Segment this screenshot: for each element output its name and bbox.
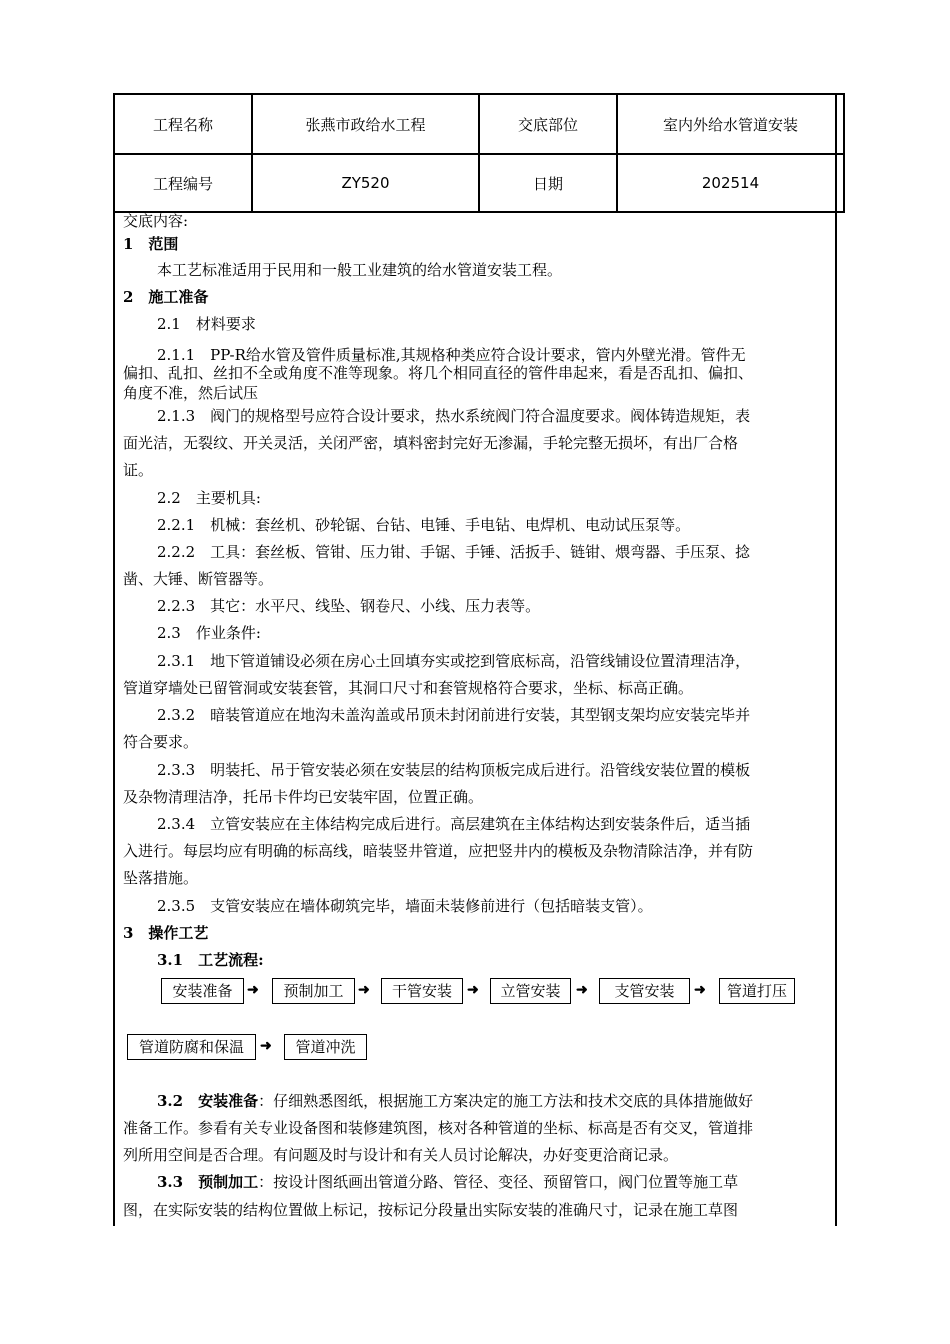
flow-step-anticorrosion: 管道防腐和保温: [127, 1034, 256, 1060]
project-no-value: ZY520: [252, 154, 479, 212]
flow-step-branch: 支管安装: [599, 978, 690, 1004]
flow-step-riser: 立管安装: [490, 978, 571, 1004]
section-2-3-4-line-3: 坠落措施。: [123, 869, 199, 887]
section-2-3-2-line-1: 2.3.2 暗装管道应在地沟未盖沟盖或吊顶未封闭前进行安装，其型钢支架均应安装完毕并: [157, 706, 751, 724]
section-2-3-3-line-1: 2.3.3 明装托、吊于管安装必须在安装层的结构顶板完成后进行。沿管线安装位置的模板: [157, 761, 751, 779]
section-2-2-3: 2.2.3 其它：水平尺、线坠、钢卷尺、小线、压力表等。: [157, 597, 541, 615]
section-2-3: 2.3 作业条件:: [157, 624, 261, 642]
section-3-2-heading: 3.2 安装准备: [157, 1092, 259, 1110]
section-2-1-1-line-2: 偏扣、乱扣、丝扣不全或角度不准等现象。将几个相同直径的管件串起来，看是否乱扣、偏扣、: [123, 364, 754, 382]
header-row-2: [114, 154, 844, 212]
section-2-2-1: 2.2.1 机械：套丝机、砂轮锯、台钻、电锤、手电钻、电焊机、电动试压泵等。: [157, 516, 691, 534]
section-3-2-text: ：仔细熟悉图纸，根据施工方案决定的施工方法和技术交底的具体措施做好: [258, 1092, 754, 1110]
section-2-1-3-line-1: 2.1.3 阀门的规格型号应符合设计要求，热水系统阀门符合温度要求。阀体铸造规矩，表: [157, 407, 751, 425]
flow-step-prefab: 预制加工: [272, 978, 355, 1004]
section-2-3-3-line-2: 及杂物清理洁净，托吊卡件均已安装牢固，位置正确。: [123, 788, 484, 806]
header-table: [113, 93, 845, 213]
location-value: 室内外给水管道安装: [617, 94, 844, 154]
section-2-2-2-line-1: 2.2.2 工具：套丝板、管钳、压力钳、手锯、手锤、活扳手、链钳、煨弯器、手压泵、捻: [157, 543, 751, 561]
date-value: 202514: [617, 154, 844, 212]
arrow-icon: ➜: [576, 982, 588, 998]
arrow-icon: ➜: [694, 982, 706, 998]
project-name-value: 张燕市政给水工程: [252, 94, 479, 154]
flow-step-flush: 管道冲洗: [284, 1034, 367, 1060]
flow-step-pressure-test: 管道打压: [719, 978, 795, 1004]
section-1-text: 本工艺标准适用于民用和一般工业建筑的给水管道安装工程。: [157, 261, 563, 279]
section-3-3-line-2: 图，在实际安装的结构位置做上标记，按标记分段量出实际安装的准确尺寸，记录在施工草图: [123, 1201, 739, 1219]
section-2-1-1-line-3: 角度不准，然后试压: [123, 384, 259, 402]
location-label: 交底部位: [479, 94, 617, 154]
flow-step-main-pipe: 干管安装: [381, 978, 463, 1004]
section-2-1: 2.1 材料要求: [157, 315, 256, 333]
section-1-title: 1 范围: [123, 235, 179, 253]
section-3-2-line-1: [157, 1088, 753, 1115]
section-3-3-heading: 3.3 预制加工: [157, 1173, 259, 1191]
date-label: 日期: [479, 154, 617, 212]
intro-label: 交底内容:: [123, 212, 189, 230]
section-3-2-line-2: 准备工作。参看有关专业设备图和装修建筑图，核对各种管道的坐标、标高是否有交叉，管道排: [123, 1119, 754, 1137]
arrow-icon: ➜: [260, 1038, 272, 1054]
section-2-2: 2.2 主要机具:: [157, 489, 261, 507]
section-3-3-line-1: [157, 1169, 738, 1196]
project-no-label: 工程编号: [114, 154, 252, 212]
section-2-1-3-line-2: 面光洁，无裂纹、开关灵活，关闭严密，填料密封完好无渗漏，手轮完整无损坏，有出厂合格: [123, 434, 739, 452]
section-3-title: 3 操作工艺: [123, 924, 209, 942]
section-2-3-5: 2.3.5 支管安装应在墙体砌筑完毕，墙面未装修前进行（包括暗装支管）。: [157, 897, 653, 915]
flow-step-prepare: 安装准备: [161, 978, 244, 1004]
section-2-1-1-line-1: 2.1.1 PP-R给水管及管件质量标准,其规格种类应符合设计要求，管内外壁光滑。管件无: [157, 346, 746, 364]
header-row-1: [114, 94, 844, 154]
section-2-3-1-line-2: 管道穿墙处已留管洞或安装套管，其洞口尺寸和套管规格符合要求，坐标、标高正确。: [123, 679, 694, 697]
project-name-label: 工程名称: [114, 94, 252, 154]
arrow-icon: ➜: [247, 982, 259, 998]
section-2-3-1-line-1: 2.3.1 地下管道铺设必须在房心土回填夯实或挖到管底标高，沿管线铺设位置清理洁净，: [157, 652, 751, 670]
section-2-1-3-line-3: 证。: [123, 461, 154, 479]
arrow-icon: ➜: [467, 982, 479, 998]
section-2-2-2-line-2: 凿、大锤、断管器等。: [123, 570, 274, 588]
section-3-2-line-3: 列所用空间是否合理。有问题及时与设计和有关人员讨论解决，办好变更洽商记录。: [123, 1146, 679, 1164]
arrow-icon: ➜: [358, 982, 370, 998]
section-2-3-4-line-1: 2.3.4 立管安装应在主体结构完成后进行。高层建筑在主体结构达到安装条件后，适当插: [157, 815, 751, 833]
section-2-title: 2 施工准备: [123, 288, 209, 306]
section-2-3-4-line-2: 入进行。每层均应有明确的标高线，暗装竖井管道，应把竖井内的模板及杂物清除洁净，并有防: [123, 842, 754, 860]
section-2-3-2-line-2: 符合要求。: [123, 733, 199, 751]
section-3-1: 3.1 工艺流程:: [157, 951, 264, 969]
section-3-3-text: ：按设计图纸画出管道分路、管径、变径、预留管口，阀门位置等施工草: [258, 1173, 739, 1191]
